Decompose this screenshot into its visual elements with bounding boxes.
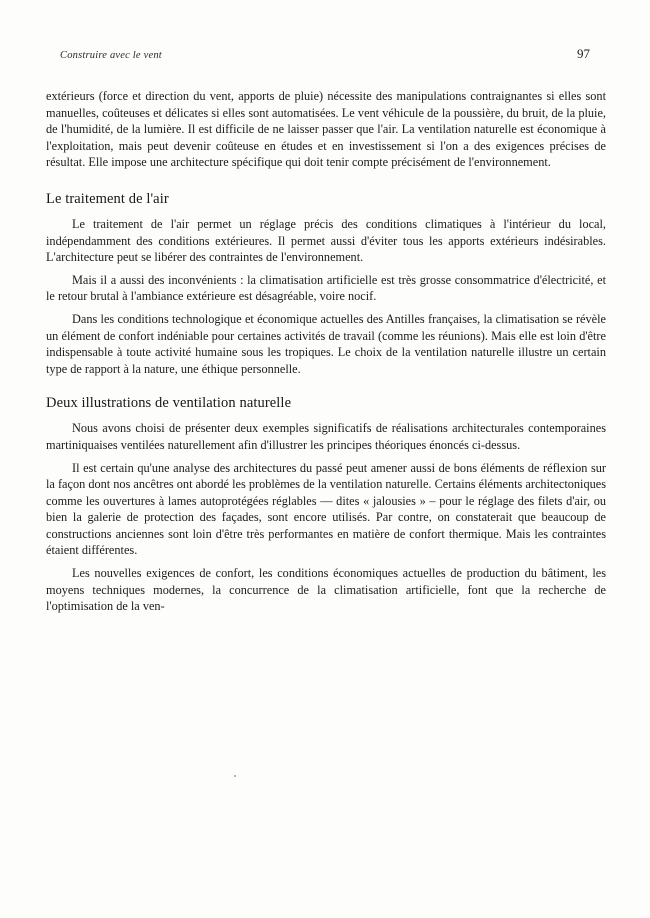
paragraph: Le traitement de l'air permet un réglage précis des conditions climatiques à l'intérieur du local, indépendamment des conditions extérieures. Il permet aussi d'éviter tous les apports extérieurs indésirables. L'architecture peut se libérer des contraintes de l'environnement. — [46, 216, 606, 265]
paragraph: Mais il a aussi des inconvénients : la climatisation artificielle est très grosse consommatrice d'électricité, et le retour brutal à l'ambiance extérieure est désagréable, voire nocif. — [46, 272, 606, 304]
paragraph: Il est certain qu'une analyse des architectures du passé peut amener aussi de bons éléments de réflexion sur la façon dont nos ancêtres ont abordé les problèmes de la ventilation naturelle. Certains éléments architectoniques comme les ouvertures à lames autoprotégées réglables — dites « jalousies » – pour le réglage des filets d'air, ou bien la galerie de protection des façades, sont encore utilisés. Par contre, on constaterait que beaucoup de constructions anciennes sont loin d'être très performantes en matière de confort thermique. Mais les contraintes étaient différentes. — [46, 460, 606, 558]
paragraph: Les nouvelles exigences de confort, les conditions économiques actuelles de production du bâtiment, les moyens techniques modernes, la concurrence de la climatisation artificielle, font que la recherche de l'optimisation de la ven- — [46, 566, 606, 614]
page-number: 97 — [577, 46, 590, 61]
running-head: Construire avec le vent — [60, 50, 162, 61]
paragraph: Nous avons choisi de présenter deux exemples significatifs de réalisations architecturales contemporaines martiniquaises ventilées naturellement afin d'illustrer les principes théoriques énoncés ci-dessus. — [46, 421, 606, 452]
paragraph: Dans les conditions technologique et économique actuelles des Antilles françaises, la climatisation se révèle un élément de confort indéniable pour certaines activités de travail (comme les réunions). Mais elle est loin d'être indispensable à toute activité humaine sous les tropiques. Le choix de la ventilation naturelle illustre un certain type de rapport à la nature, une éthique personnelle. — [46, 311, 606, 376]
page-header — [60, 46, 590, 66]
section-heading-deux-illustrations: Deux illustrations de ventilation naturelle — [46, 395, 292, 412]
page-mark — [234, 775, 236, 777]
page-body — [46, 88, 606, 615]
section-heading-traitement-air: Le traitement de l'air — [46, 190, 169, 207]
paragraph-opening: extérieurs (force et direction du vent, apports de pluie) nécessite des manipulations contraignantes si elles sont manuelles, coûteuses et délicates si elles sont automatisées. Le vent véhicule de la poussière, du bruit, de la pluie, de l'humidité, de la lumière. Il est difficile de ne laisser passer que l'air. La ventilation naturelle est économique à l'exploitation, mais peut devenir coûteuse en études et en investissement si l'on a des exigences précises de résultat. Elle impose une architecture spécifique qui doit tenir compte précisément de l'environnement. — [46, 89, 606, 170]
